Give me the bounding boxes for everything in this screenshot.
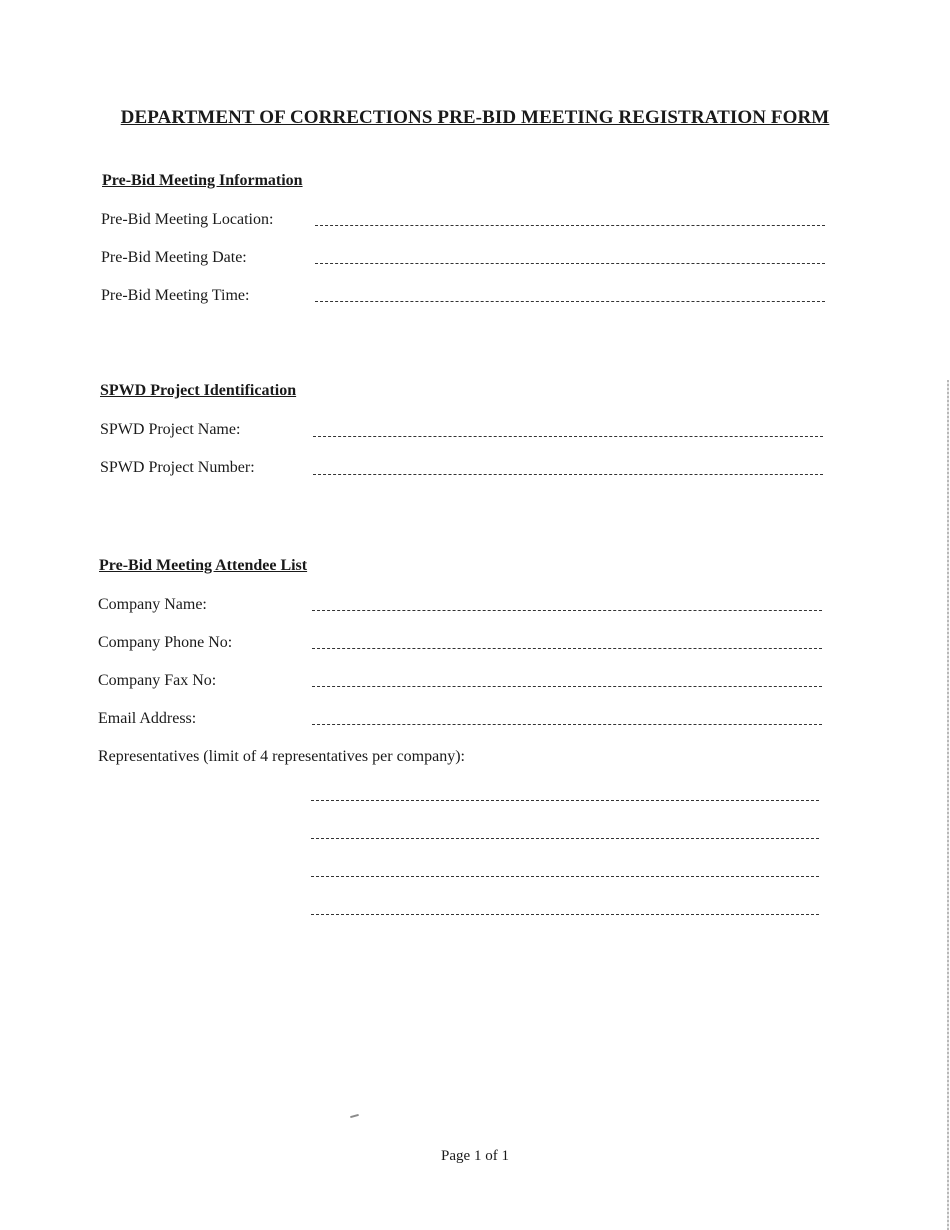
company-name-label: Company Name: [98, 596, 207, 613]
section-heading-meeting-info: Pre-Bid Meeting Information [102, 172, 303, 189]
document-title: DEPARTMENT OF CORRECTIONS PRE-BID MEETING REGISTRATION FORM [120, 107, 830, 128]
email-address-field[interactable] [312, 724, 822, 725]
project-name-field[interactable] [313, 436, 823, 437]
meeting-date-label: Pre-Bid Meeting Date: [101, 249, 247, 266]
meeting-time-field[interactable] [315, 301, 825, 302]
representative-line-2[interactable] [311, 838, 819, 839]
section-heading-attendees: Pre-Bid Meeting Attendee List [99, 557, 308, 574]
representative-line-3[interactable] [311, 876, 819, 877]
project-number-field[interactable] [313, 474, 823, 475]
meeting-location-field[interactable] [315, 225, 825, 226]
project-number-label: SPWD Project Number: [100, 459, 255, 476]
company-phone-label: Company Phone No: [98, 634, 233, 651]
company-phone-field[interactable] [312, 648, 822, 649]
email-address-label: Email Address: [98, 710, 197, 727]
company-fax-field[interactable] [312, 686, 822, 687]
representatives-label: Representatives (limit of 4 representatives per company): [98, 748, 465, 765]
representative-line-1[interactable] [311, 800, 819, 801]
project-name-label: SPWD Project Name: [100, 421, 241, 438]
scan-edge-border [947, 380, 949, 1230]
scan-speck [350, 1114, 359, 1118]
page-number: Page 1 of 1 [441, 1148, 509, 1164]
company-name-field[interactable] [312, 610, 822, 611]
representative-line-4[interactable] [311, 914, 819, 915]
meeting-location-label: Pre-Bid Meeting Location: [101, 211, 274, 228]
meeting-date-field[interactable] [315, 263, 825, 264]
meeting-time-label: Pre-Bid Meeting Time: [101, 287, 250, 304]
company-fax-label: Company Fax No: [98, 672, 217, 689]
section-heading-project-id: SPWD Project Identification [100, 382, 297, 399]
